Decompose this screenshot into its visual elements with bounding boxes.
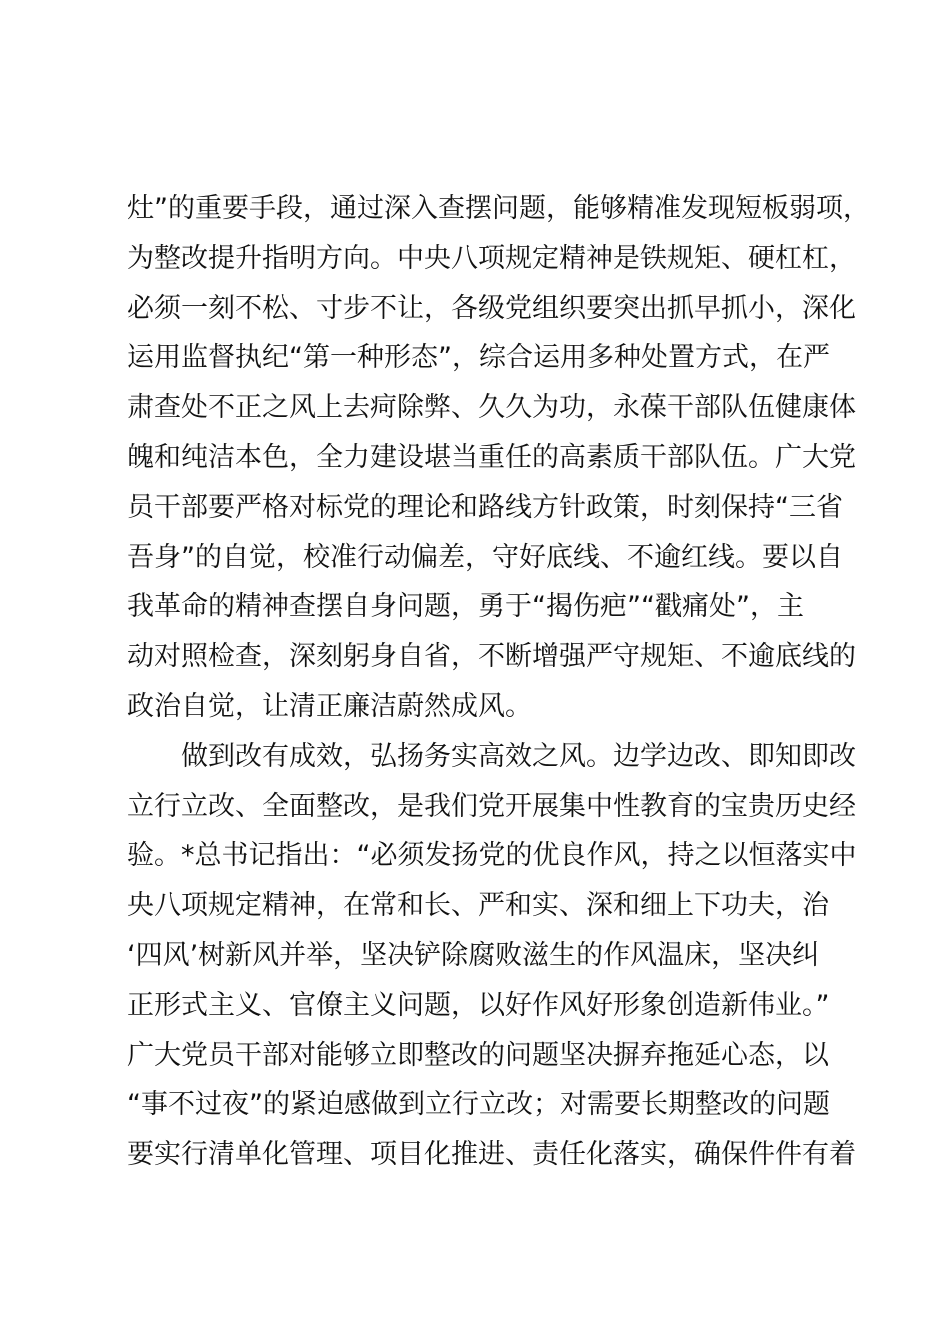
text-line-13: 立行立改、全面整改，是我们党开展集中性教育的宝贵历史经 <box>127 790 856 822</box>
text-line-16: ‘四风’树新风并举，坚决铲除腐败滋生的作风温床，坚决纠 <box>127 939 820 971</box>
text-line-3: 必须一刻不松、寸步不让，各级党组织要突出抓早抓小，深化 <box>127 292 856 324</box>
text-line-11: 政治自觉，让清正廉洁蔚然成风。 <box>127 690 532 722</box>
text-line-4: 运用监督执纪“第一种形态”，综合运用多种处置方式，在严 <box>127 342 830 374</box>
text-line-1: 灶”的重要手段，通过深入查摆问题，能够精准发现短板弱项， <box>127 193 870 224</box>
text-line-19: “事不过夜”的紧迫感做到立行立改；对需要长期整改的问题 <box>127 1089 830 1121</box>
text-line-7: 员干部要严格对标党的理论和路线方针政策，时刻保持“三省 <box>127 491 843 523</box>
text-line-5: 肃查处不正之风上去疴除弊、久久为功，永葆干部队伍健康体 <box>127 392 856 424</box>
text-line-14: 验。*总书记指出：“必须发扬党的优良作风，持之以恒落实中 <box>127 840 857 872</box>
text-line-9: 我革命的精神查摆自身问题，勇于“揭伤疤”“戳痛处”，主 <box>127 591 804 623</box>
body-text <box>127 184 870 1180</box>
text-line-2: 为整改提升指明方向。中央八项规定精神是铁规矩、硬杠杠， <box>127 242 856 274</box>
text-line-18: 广大党员干部对能够立即整改的问题坚决摒弃拖延心态，以 <box>127 1039 829 1071</box>
text-line-8: 吾身”的自觉，校准行动偏差，守好底线、不逾红线。要以自 <box>127 541 843 573</box>
text-line-10: 动对照检查，深刻躬身自省，不断增强严守规矩、不逾底线的 <box>127 641 856 673</box>
paragraph-start-line: 做到改有成效，弘扬务实高效之风。边学边改、即知即改 <box>181 740 856 772</box>
text-line-17: 正形式主义、官僚主义问题，以好作风好形象创造新伟业。” <box>127 989 830 1021</box>
text-line-20: 要实行清单化管理、项目化推进、责任化落实，确保件件有着 <box>127 1139 856 1171</box>
text-line-6: 魄和纯洁本色，全力建设堪当重任的高素质干部队伍。广大党 <box>127 441 856 473</box>
text-line-15: 央八项规定精神，在常和长、严和实、深和细上下功夫，治 <box>127 890 829 922</box>
